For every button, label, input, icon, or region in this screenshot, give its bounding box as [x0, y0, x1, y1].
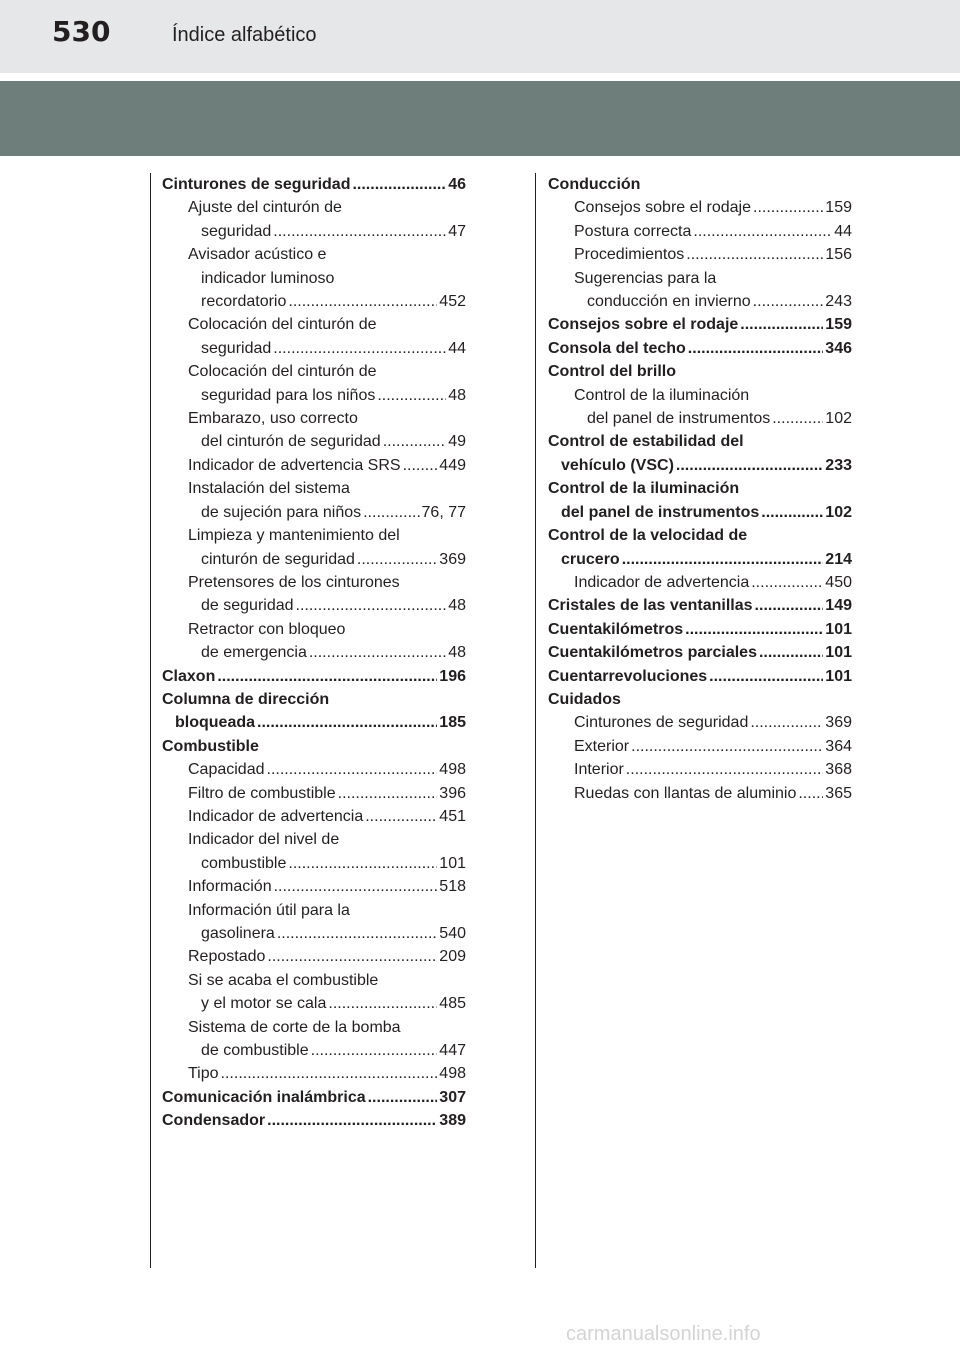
index-entry-text: Postura correcta	[574, 222, 692, 240]
index-entry-text: Indicador de advertencia	[188, 807, 364, 825]
index-entry	[162, 594, 466, 617]
index-entry-text: del panel de instrumentos	[587, 410, 771, 428]
index-entry-text: Cristales de las ventanillas	[548, 597, 753, 615]
index-entry	[162, 945, 466, 968]
index-column-right	[548, 173, 852, 805]
index-entry-text: Instalación del sistema	[188, 480, 350, 498]
index-entry	[162, 267, 466, 290]
index-entry-text: seguridad	[201, 222, 272, 240]
index-entry-page: 369	[825, 714, 852, 732]
index-entry-text: recordatorio	[201, 293, 287, 311]
index-entry-text: Información	[188, 878, 272, 896]
index-entry-text: Control de la iluminación	[548, 480, 740, 498]
index-entry	[548, 290, 852, 313]
index-entry	[162, 711, 466, 734]
index-entry-text: Control de la iluminación	[574, 386, 750, 404]
index-entry-text: Procedimientos	[574, 246, 685, 264]
index-entry-page: 76, 77	[421, 503, 466, 521]
index-entry	[548, 220, 852, 243]
index-entry-text: Consejos sobre el rodaje	[574, 199, 751, 217]
dot-leader	[688, 337, 824, 360]
index-entry-text: de combustible	[201, 1042, 309, 1060]
index-entry	[548, 618, 852, 641]
index-entry-page: 447	[439, 1042, 466, 1060]
index-entry	[162, 1086, 466, 1109]
index-entry	[162, 969, 466, 992]
dot-leader	[357, 548, 437, 571]
index-entry	[162, 782, 466, 805]
dot-leader	[755, 594, 824, 617]
column-rule-left	[150, 173, 151, 1268]
index-entry-page: 156	[825, 246, 852, 264]
index-entry	[162, 454, 466, 477]
dot-leader	[309, 641, 446, 664]
index-entry-page: 44	[834, 222, 852, 240]
index-entry-text: Colocación del cinturón de	[188, 363, 377, 381]
index-entry-page: 233	[825, 456, 852, 474]
dot-leader	[338, 782, 438, 805]
index-entry	[548, 430, 852, 453]
index-entry	[548, 758, 852, 781]
index-entry	[162, 384, 466, 407]
index-entry	[548, 313, 852, 336]
index-entry	[162, 758, 466, 781]
index-entry-page: 243	[825, 293, 852, 311]
dot-leader	[751, 571, 823, 594]
index-entry-page: 307	[439, 1088, 466, 1106]
index-entry-text: Claxon	[162, 667, 216, 685]
index-entry-page: 149	[825, 597, 852, 615]
index-entry	[162, 290, 466, 313]
dot-leader	[709, 665, 823, 688]
index-entry	[162, 524, 466, 547]
index-entry	[548, 688, 852, 711]
index-entry-text: Cinturones de seguridad	[574, 714, 749, 732]
index-entry-page: 451	[439, 807, 466, 825]
index-entry-text: Sistema de corte de la bomba	[188, 1018, 401, 1036]
index-entry	[162, 641, 466, 664]
index-entry-text: Cuentakilómetros parciales	[548, 644, 757, 662]
index-entry	[162, 501, 466, 524]
index-entry-text: conducción en invierno	[587, 293, 751, 311]
dot-leader	[750, 711, 823, 734]
index-entry	[548, 735, 852, 758]
index-entry	[162, 571, 466, 594]
index-entry	[162, 430, 466, 453]
index-entry	[162, 1109, 466, 1132]
index-entry-text: de sujeción para niños	[201, 503, 362, 521]
index-entry	[162, 1016, 466, 1039]
index-entry	[548, 196, 852, 219]
index-entry-text: Consola del techo	[548, 339, 686, 357]
index-entry	[162, 548, 466, 571]
dot-leader	[403, 454, 438, 477]
index-entry-text: Conducción	[548, 176, 641, 193]
dot-leader	[217, 665, 437, 688]
index-entry	[548, 454, 852, 477]
index-entry-page: 47	[448, 222, 466, 240]
index-entry-page: 159	[825, 199, 852, 217]
index-entry	[548, 571, 852, 594]
index-entry-text: de seguridad	[201, 597, 294, 615]
index-entry	[548, 267, 852, 290]
index-entry	[548, 711, 852, 734]
dot-leader	[686, 243, 823, 266]
index-entry	[548, 173, 852, 196]
index-entry-page: 369	[439, 550, 466, 568]
index-entry	[548, 243, 852, 266]
index-entry	[548, 337, 852, 360]
index-entry-page: 518	[439, 878, 466, 896]
index-entry-page: 389	[439, 1112, 466, 1130]
index-entry	[162, 852, 466, 875]
index-entry-text: Cinturones de seguridad	[162, 176, 351, 193]
index-entry-page: 185	[439, 714, 466, 732]
index-entry-page: 101	[825, 667, 852, 685]
index-entry	[548, 594, 852, 617]
index-entry-text: cinturón de seguridad	[201, 550, 355, 568]
index-entry-text: seguridad para los niños	[201, 386, 376, 404]
dot-leader	[693, 220, 832, 243]
index-entry	[162, 688, 466, 711]
index-entry-text: Si se acaba el combustible	[188, 971, 379, 989]
index-entry-text: Tipo	[188, 1065, 219, 1083]
index-entry-page: 365	[825, 784, 852, 802]
index-entry-text: Columna de dirección	[162, 690, 330, 708]
dot-leader	[365, 805, 437, 828]
page-title: Índice alfabético	[172, 24, 317, 46]
index-entry	[162, 875, 466, 898]
index-entry	[162, 805, 466, 828]
header-bar	[0, 0, 960, 73]
index-entry	[162, 922, 466, 945]
index-entry-text: bloqueada	[175, 714, 256, 732]
index-entry-text: vehículo (VSC)	[561, 456, 674, 474]
index-entry-page: 48	[448, 386, 466, 404]
index-entry	[548, 477, 852, 500]
index-entry-page: 364	[825, 737, 852, 755]
dot-leader	[761, 501, 823, 524]
index-entry	[162, 735, 466, 758]
index-column-left	[162, 173, 466, 1133]
index-entry	[162, 220, 466, 243]
index-entry-text: de emergencia	[201, 644, 307, 662]
dot-leader	[368, 1086, 438, 1109]
dot-leader	[221, 1062, 438, 1085]
index-entry-text: combustible	[201, 854, 287, 872]
index-entry-text: indicador luminoso	[201, 269, 335, 287]
dot-leader	[311, 1039, 438, 1062]
dot-leader	[296, 594, 447, 617]
index-entry-text: Consejos sobre el rodaje	[548, 316, 739, 334]
index-entry-text: gasolinera	[201, 925, 275, 942]
dot-leader	[740, 313, 823, 336]
index-entry-text: del cinturón de seguridad	[201, 433, 381, 451]
dot-leader	[759, 641, 823, 664]
dot-leader	[798, 782, 823, 805]
index-entry-text: crucero	[561, 550, 620, 568]
index-entry-text: Ruedas con llantas de aluminio	[574, 784, 797, 802]
index-entry-page: 368	[825, 761, 852, 779]
index-entry	[162, 360, 466, 383]
index-entry	[162, 828, 466, 851]
dot-leader	[685, 618, 823, 641]
index-entry-page: 46	[448, 176, 466, 193]
dot-leader	[257, 711, 437, 734]
index-entry-text: Información útil para la	[188, 901, 350, 919]
index-entry	[548, 782, 852, 805]
index-entry-text: Indicador de advertencia SRS	[188, 456, 401, 474]
index-entry-page: 498	[439, 761, 466, 779]
dot-leader	[383, 430, 447, 453]
index-entry	[162, 899, 466, 922]
index-entry-page: 498	[439, 1065, 466, 1083]
dot-leader	[622, 548, 824, 571]
index-entry-page: 49	[448, 433, 466, 451]
index-entry-page: 214	[825, 550, 852, 568]
index-entry-text: Control de estabilidad del	[548, 433, 744, 451]
index-entry-text: Cuentarrevoluciones	[548, 667, 708, 685]
index-entry-text: Indicador de advertencia	[574, 573, 750, 591]
index-entry-page: 159	[825, 316, 852, 334]
dot-leader	[676, 454, 823, 477]
dot-leader	[267, 1109, 437, 1132]
index-entry-page: 449	[439, 456, 466, 474]
index-entry-text: Filtro de combustible	[188, 784, 336, 802]
index-entry-text: Exterior	[574, 737, 630, 755]
index-entry-text: seguridad	[201, 339, 272, 357]
index-entry	[162, 337, 466, 360]
index-entry-text: Interior	[574, 761, 624, 779]
index-entry	[548, 548, 852, 571]
dot-leader	[288, 290, 437, 313]
index-entry-text: Comunicación inalámbrica	[162, 1088, 366, 1106]
index-entry-page: 48	[448, 644, 466, 662]
index-entry-text: Retractor con bloqueo	[188, 620, 346, 638]
index-entry	[548, 665, 852, 688]
dot-leader	[753, 196, 823, 219]
dot-leader	[753, 290, 824, 313]
index-entry	[162, 243, 466, 266]
dot-leader	[274, 875, 438, 898]
index-entry-text: Cuentakilómetros	[548, 620, 684, 638]
index-entry-page: 485	[439, 995, 466, 1013]
index-entry	[162, 407, 466, 430]
index-entry-page: 196	[439, 667, 466, 685]
dot-leader	[772, 407, 823, 430]
index-entry-text: Avisador acústico e	[188, 246, 327, 264]
index-entry-page: 101	[825, 644, 852, 662]
index-entry	[548, 407, 852, 430]
index-entry-page: 102	[825, 503, 852, 521]
index-entry-text: Sugerencias para la	[574, 269, 717, 287]
dot-leader	[267, 945, 437, 968]
index-entry-page: 396	[439, 784, 466, 802]
section-banner	[0, 81, 960, 156]
index-entry-text: Ajuste del cinturón de	[188, 199, 342, 217]
index-entry	[162, 313, 466, 336]
index-entry-page: 48	[448, 597, 466, 615]
dot-leader	[288, 852, 437, 875]
index-entry-text: y el motor se cala	[201, 995, 327, 1013]
index-entry-page: 101	[439, 854, 466, 872]
index-entry-text: Pretensores de los cinturones	[188, 573, 400, 591]
dot-leader	[377, 384, 446, 407]
index-entry-text: Capacidad	[188, 761, 265, 779]
index-entry	[548, 501, 852, 524]
dot-leader	[267, 758, 438, 781]
index-entry-text: Condensador	[162, 1112, 266, 1130]
dot-leader	[363, 501, 419, 524]
dot-leader	[277, 922, 437, 945]
index-entry-text: Indicador del nivel de	[188, 831, 340, 849]
index-entry	[162, 173, 466, 196]
index-entry-text: Cuidados	[548, 690, 621, 708]
index-entry-page: 452	[439, 293, 466, 311]
index-entry-page: 44	[448, 339, 466, 357]
index-entry-text: Limpieza y mantenimiento del	[188, 527, 400, 545]
dot-leader	[273, 220, 446, 243]
dot-leader	[631, 735, 823, 758]
index-entry-text: del panel de instrumentos	[561, 503, 760, 521]
column-rule-right	[535, 173, 536, 1268]
dot-leader	[328, 992, 437, 1015]
index-entry	[162, 665, 466, 688]
index-entry-text: Control del brillo	[548, 363, 676, 381]
index-entry-page: 346	[825, 339, 852, 357]
index-entry-page: 209	[439, 948, 466, 966]
index-entry-page: 450	[825, 573, 852, 591]
index-entry	[162, 1039, 466, 1062]
index-entry	[548, 360, 852, 383]
index-entry	[162, 618, 466, 641]
dot-leader	[273, 337, 446, 360]
index-entry-page: 102	[825, 410, 852, 428]
index-entry-page: 540	[439, 925, 466, 942]
index-entry	[548, 641, 852, 664]
dot-leader	[626, 758, 824, 781]
index-entry	[162, 196, 466, 219]
index-entry	[548, 524, 852, 547]
index-entry	[548, 384, 852, 407]
index-entry	[162, 1062, 466, 1085]
index-entry-text: Control de la velocidad de	[548, 527, 748, 545]
page-number: 530	[52, 15, 111, 48]
index-entry-text: Repostado	[188, 948, 266, 966]
index-entry-text: Colocación del cinturón de	[188, 316, 377, 334]
index-entry	[162, 992, 466, 1015]
index-entry-page: 101	[825, 620, 852, 638]
index-entry-text: Combustible	[162, 737, 259, 755]
index-entry	[162, 477, 466, 500]
watermark: carmanualsonline.info	[566, 1323, 761, 1345]
dot-leader	[352, 173, 446, 196]
index-entry-text: Embarazo, uso correcto	[188, 410, 358, 428]
